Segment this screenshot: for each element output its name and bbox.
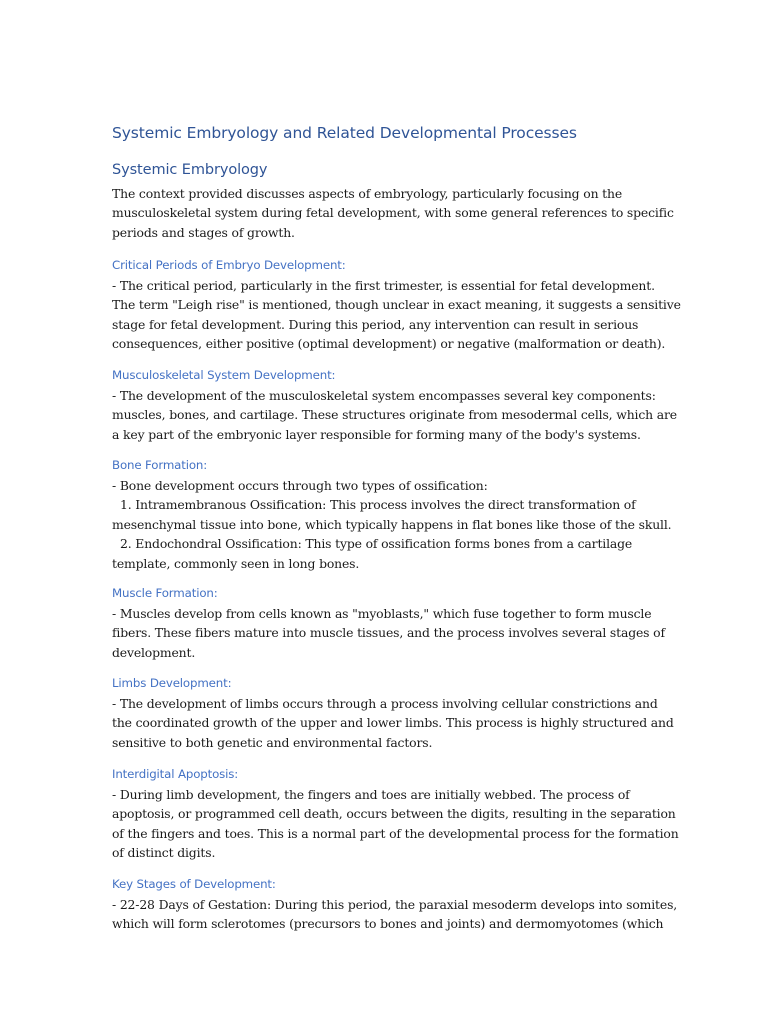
- section-paragraph: [112, 476, 672, 573]
- section-heading: Muscle Formation:: [112, 586, 218, 600]
- paragraph-line: muscles, bones, and cartilage. These structures originate from mesodermal cells, which are: [112, 407, 677, 423]
- section-bone-formation: [112, 457, 672, 573]
- paragraph-line: apoptosis, or programmed cell death, occurs between the digits, resulting in the separation: [112, 806, 676, 822]
- paragraph-line: consequences, either positive (optimal development) or negative (malformation or death).: [112, 336, 666, 352]
- paragraph-line: mesenchymal tissue into bone, which typically happens in flat bones like those of the skull.: [112, 516, 672, 532]
- paragraph-line: the coordinated growth of the upper and lower limbs. This process is highly structured and: [112, 715, 674, 731]
- paragraph-line: - The development of limbs occurs through a process involving cellular constrictions and: [112, 696, 658, 711]
- paragraph-line: stage for fetal development. During this period, any intervention can result in serious: [112, 316, 639, 332]
- paragraph-line: which will form sclerotomes (precursors to bones and joints) and dermomyotomes (which: [112, 916, 664, 932]
- section-paragraph: [112, 785, 679, 863]
- paragraph-line: of the fingers and toes. This is a normal part of the developmental process for the formation: [112, 825, 679, 841]
- document-subtitle: Systemic Embryology: [112, 162, 268, 178]
- paragraph-line: fibers. These fibers mature into muscle tissues, and the process involves several stages of: [112, 625, 665, 641]
- section-heading: Critical Periods of Embryo Development:: [112, 258, 346, 272]
- paragraph-line: - Muscles develop from cells known as "myoblasts," which fuse together to form muscle: [112, 606, 652, 621]
- paragraph-line: - During limb development, the fingers and toes are initially webbed. The process of: [112, 787, 630, 802]
- intro-line: musculoskeletal system during fetal development, with some general references to specific: [112, 205, 674, 221]
- list-item: 1. Intramembranous Ossification: This process involves the direct transformation of: [120, 497, 636, 513]
- paragraph-line: - The critical period, particularly in the first trimester, is essential for fetal development.: [112, 278, 655, 293]
- document-title: Systemic Embryology and Related Developmental Processes: [112, 124, 577, 142]
- section-heading: Bone Formation:: [112, 458, 208, 472]
- intro-line: The context provided discusses aspects of embryology, particularly focusing on the: [112, 186, 623, 201]
- section-heading: Musculoskeletal System Development:: [112, 368, 336, 382]
- section-musculoskeletal: [112, 367, 677, 444]
- section-heading: Interdigital Apoptosis:: [112, 767, 239, 781]
- section-paragraph: [112, 895, 678, 934]
- section-interdigital-apoptosis: [112, 766, 679, 863]
- paragraph-line: sensitive to both genetic and environmental factors.: [112, 734, 433, 750]
- paragraph-line: development.: [112, 644, 196, 660]
- section-key-stages: [112, 876, 678, 934]
- intro-line: periods and stages of growth.: [112, 224, 295, 240]
- section-heading: Limbs Development:: [112, 676, 232, 690]
- paragraph-line: a key part of the embryonic layer responsible for forming many of the body's systems.: [112, 426, 641, 442]
- paragraph-line: of distinct digits.: [112, 845, 216, 861]
- paragraph-line: The term "Leigh rise" is mentioned, though unclear in exact meaning, it suggests a sensitive: [112, 297, 681, 313]
- section-paragraph: [112, 386, 677, 444]
- section-critical-periods: [112, 257, 681, 354]
- list-item: 2. Endochondral Ossification: This type of ossification forms bones from a cartilage: [120, 536, 633, 552]
- paragraph-line: - Bone development occurs through two types of ossification:: [112, 478, 488, 493]
- section-paragraph: [112, 694, 674, 752]
- section-muscle-formation: [112, 585, 665, 662]
- paragraph-line: - The development of the musculoskeletal system encompasses several key components:: [112, 388, 656, 403]
- section-paragraph: [112, 604, 665, 662]
- intro-paragraph: [112, 184, 674, 242]
- section-paragraph: [112, 276, 681, 354]
- paragraph-line: - 22-28 Days of Gestation: During this period, the paraxial mesoderm develops into somites,: [112, 897, 678, 912]
- section-heading: Key Stages of Development:: [112, 877, 276, 891]
- section-limbs-development: [112, 675, 674, 752]
- paragraph-line: template, commonly seen in long bones.: [112, 555, 360, 571]
